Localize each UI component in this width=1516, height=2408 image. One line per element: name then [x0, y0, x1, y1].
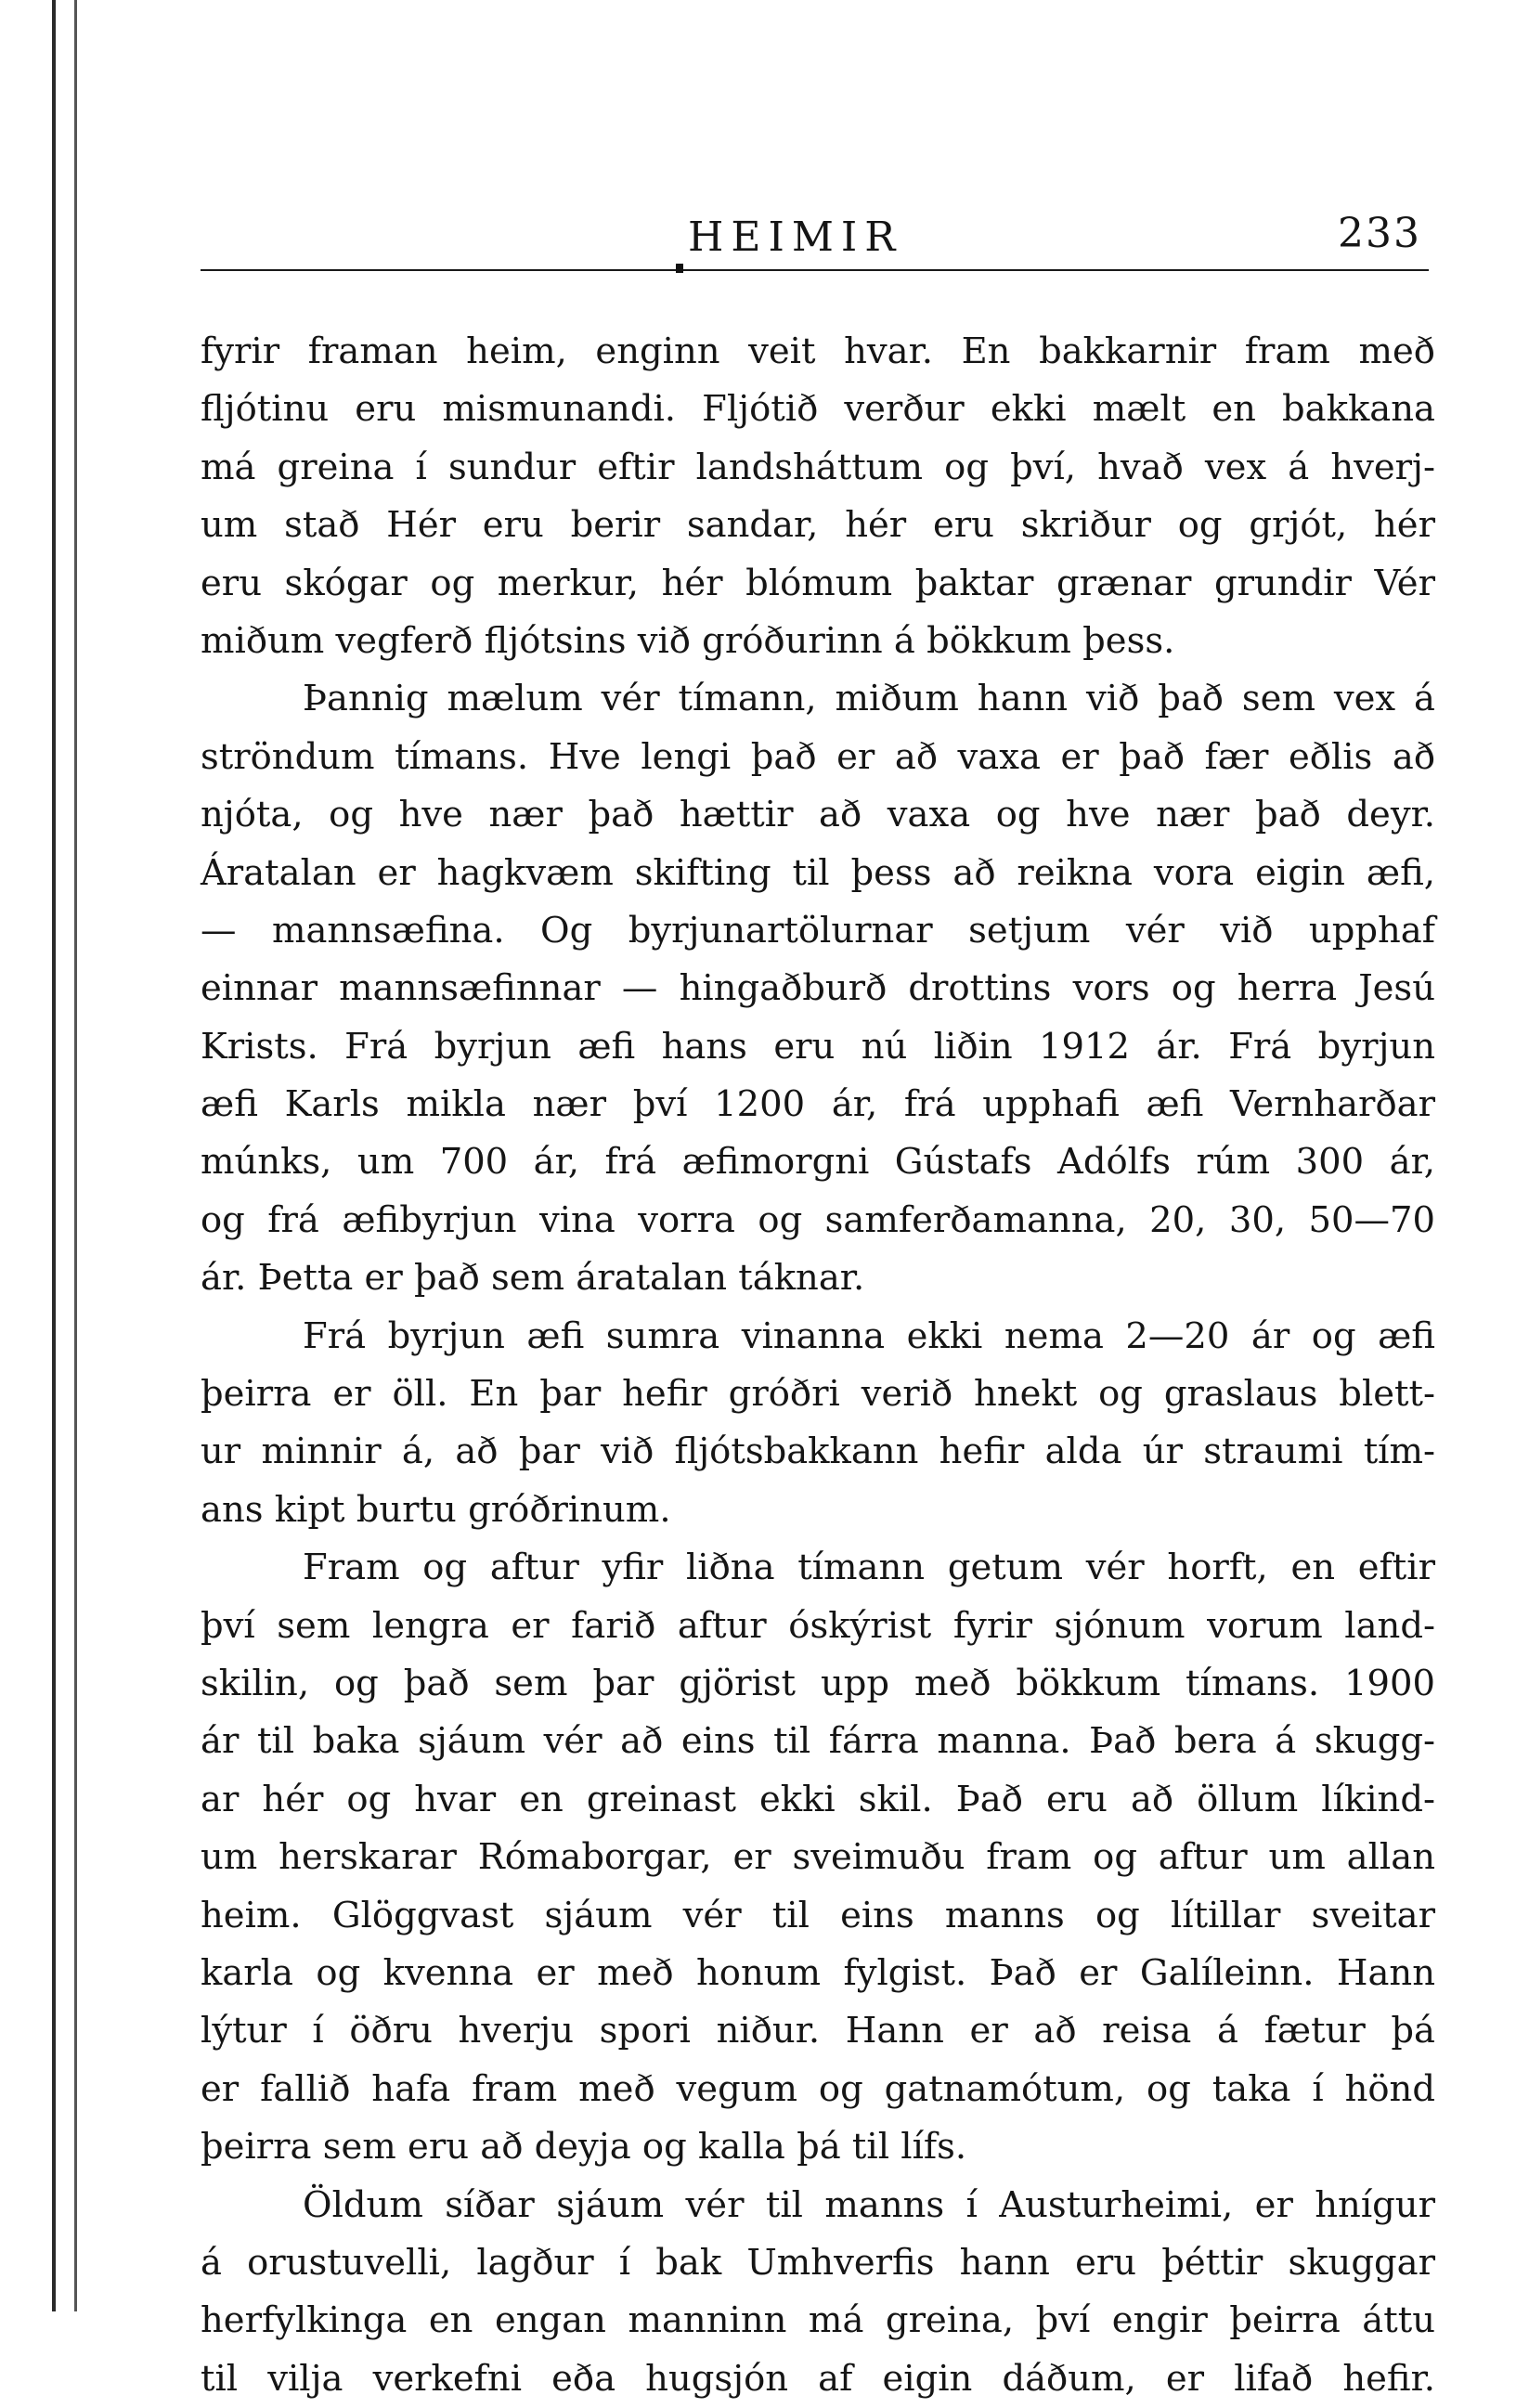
text-line: um stað Hér eru berir sandar, hér eru skriður og grjót, hér — [201, 504, 1435, 547]
page-number: 233 — [1338, 210, 1421, 257]
text-line: lýtur í öðru hverju spori niður. Hann er að reisa á fætur þá — [201, 2010, 1435, 2052]
text-line: og frá æfibyrjun vina vorra og samferðamanna, 20, 30, 50—70 — [201, 1198, 1435, 1241]
text-line: Frá byrjun æfi sumra vinanna ekki nema 2—20 ár og æfi — [303, 1314, 1435, 1357]
text-line: þeirra er öll. En þar hefir gróðri verið hnekt og graslaus blett- — [201, 1373, 1435, 1416]
text-line: ans kipt burtu gróðrinum. — [201, 1488, 671, 1531]
text-line: má greina í sundur eftir landsháttum og því, hvað vex á hverj- — [201, 446, 1435, 488]
text-line: ár til baka sjáum vér að eins til fárra manna. Það bera á skugg- — [201, 1720, 1435, 1763]
text-line: ar hér og hvar en greinast ekki skil. Það eru að öllum líkind- — [201, 1778, 1435, 1820]
text-line: fyrir framan heim, enginn veit hvar. En bakkarnir fram með — [201, 330, 1435, 372]
text-line: ströndum tímans. Hve lengi það er að vaxa er það fær eðlis að — [201, 735, 1435, 778]
text-line: miðum vegferð fljótsins við gróðurinn á bökkum þess. — [201, 619, 1175, 662]
header-rule — [201, 269, 1429, 271]
text-line: æfi Karls mikla nær því 1200 ár, frá upphafi æfi Vernharðar — [201, 1083, 1435, 1126]
text-line: herfylkinga en engan manninn má greina, því engir þeirra áttu — [201, 2299, 1435, 2342]
text-line: á orustuvelli, lagður í bak Umhverfis hann eru þéttir skuggar — [201, 2241, 1435, 2284]
text-line: því sem lengra er farið aftur óskýrist fyrir sjónum vorum land- — [201, 1604, 1435, 1647]
text-line: karla og kvenna er með honum fylgist. Það er Galíleinn. Hann — [201, 1951, 1435, 1994]
text-line: — mannsæfina. Og byrjunartölurnar setjum vér við upphaf — [201, 909, 1435, 952]
text-line: Fram og aftur yfir liðna tímann getum vér horft, en eftir — [303, 1547, 1435, 1589]
body-text — [201, 323, 1435, 2408]
page-edge-shadow — [52, 0, 56, 2311]
text-line: til vilja verkefni eða hugsjón af eigin dáðum, er lifað hefir. — [201, 2357, 1435, 2400]
text-line: múnks, um 700 ár, frá æfimorgni Gústafs Adólfs rúm 300 ár, — [201, 1141, 1435, 1184]
text-line: skilin, og það sem þar gjörist upp með bökkum tímans. 1900 — [201, 1662, 1435, 1704]
text-line: Öldum síðar sjáum vér til manns í Austurheimi, er hnígur — [303, 2183, 1435, 2226]
text-line: Þannig mælum vér tímann, miðum hann við það sem vex á — [303, 678, 1435, 720]
text-line: Krists. Frá byrjun æfi hans eru nú liðin 1912 ár. Frá byrjun — [201, 1025, 1435, 1068]
text-line: eru skógar og merkur, hér blómum þaktar grænar grundir Vér — [201, 562, 1435, 604]
text-line: Áratalan er hagkvæm skifting til þess að reikna vora eigin æfi, — [201, 851, 1435, 894]
text-line: njóta, og hve nær það hættir að vaxa og hve nær það deyr. — [201, 794, 1435, 836]
header-rule-dot — [676, 264, 683, 273]
text-line: fljótinu eru mismunandi. Fljótið verður ekki mælt en bakkana — [201, 388, 1435, 431]
text-line: þeirra sem eru að deyja og kalla þá til lífs. — [201, 2126, 967, 2168]
running-header — [201, 206, 1429, 262]
text-line: um herskarar Rómaborgar, er sveimuðu fram og aftur um allan — [201, 1836, 1435, 1879]
text-line: einnar mannsæfinnar — hingaðburð drottins vors og herra Jesú — [201, 967, 1435, 1010]
page-title: HEIMIR — [688, 214, 903, 261]
text-line: ur minnir á, að þar við fljótsbakkann hefir alda úr straumi tím- — [201, 1431, 1435, 1473]
text-line: heim. Glöggvast sjáum vér til eins manns og lítillar sveitar — [201, 1894, 1435, 1936]
text-line: ár. Þetta er það sem áratalan táknar. — [201, 1257, 865, 1300]
text-line: er fallið hafa fram með vegum og gatnamótum, og taka í hönd — [201, 2067, 1435, 2110]
page-edge-line — [74, 0, 77, 2311]
